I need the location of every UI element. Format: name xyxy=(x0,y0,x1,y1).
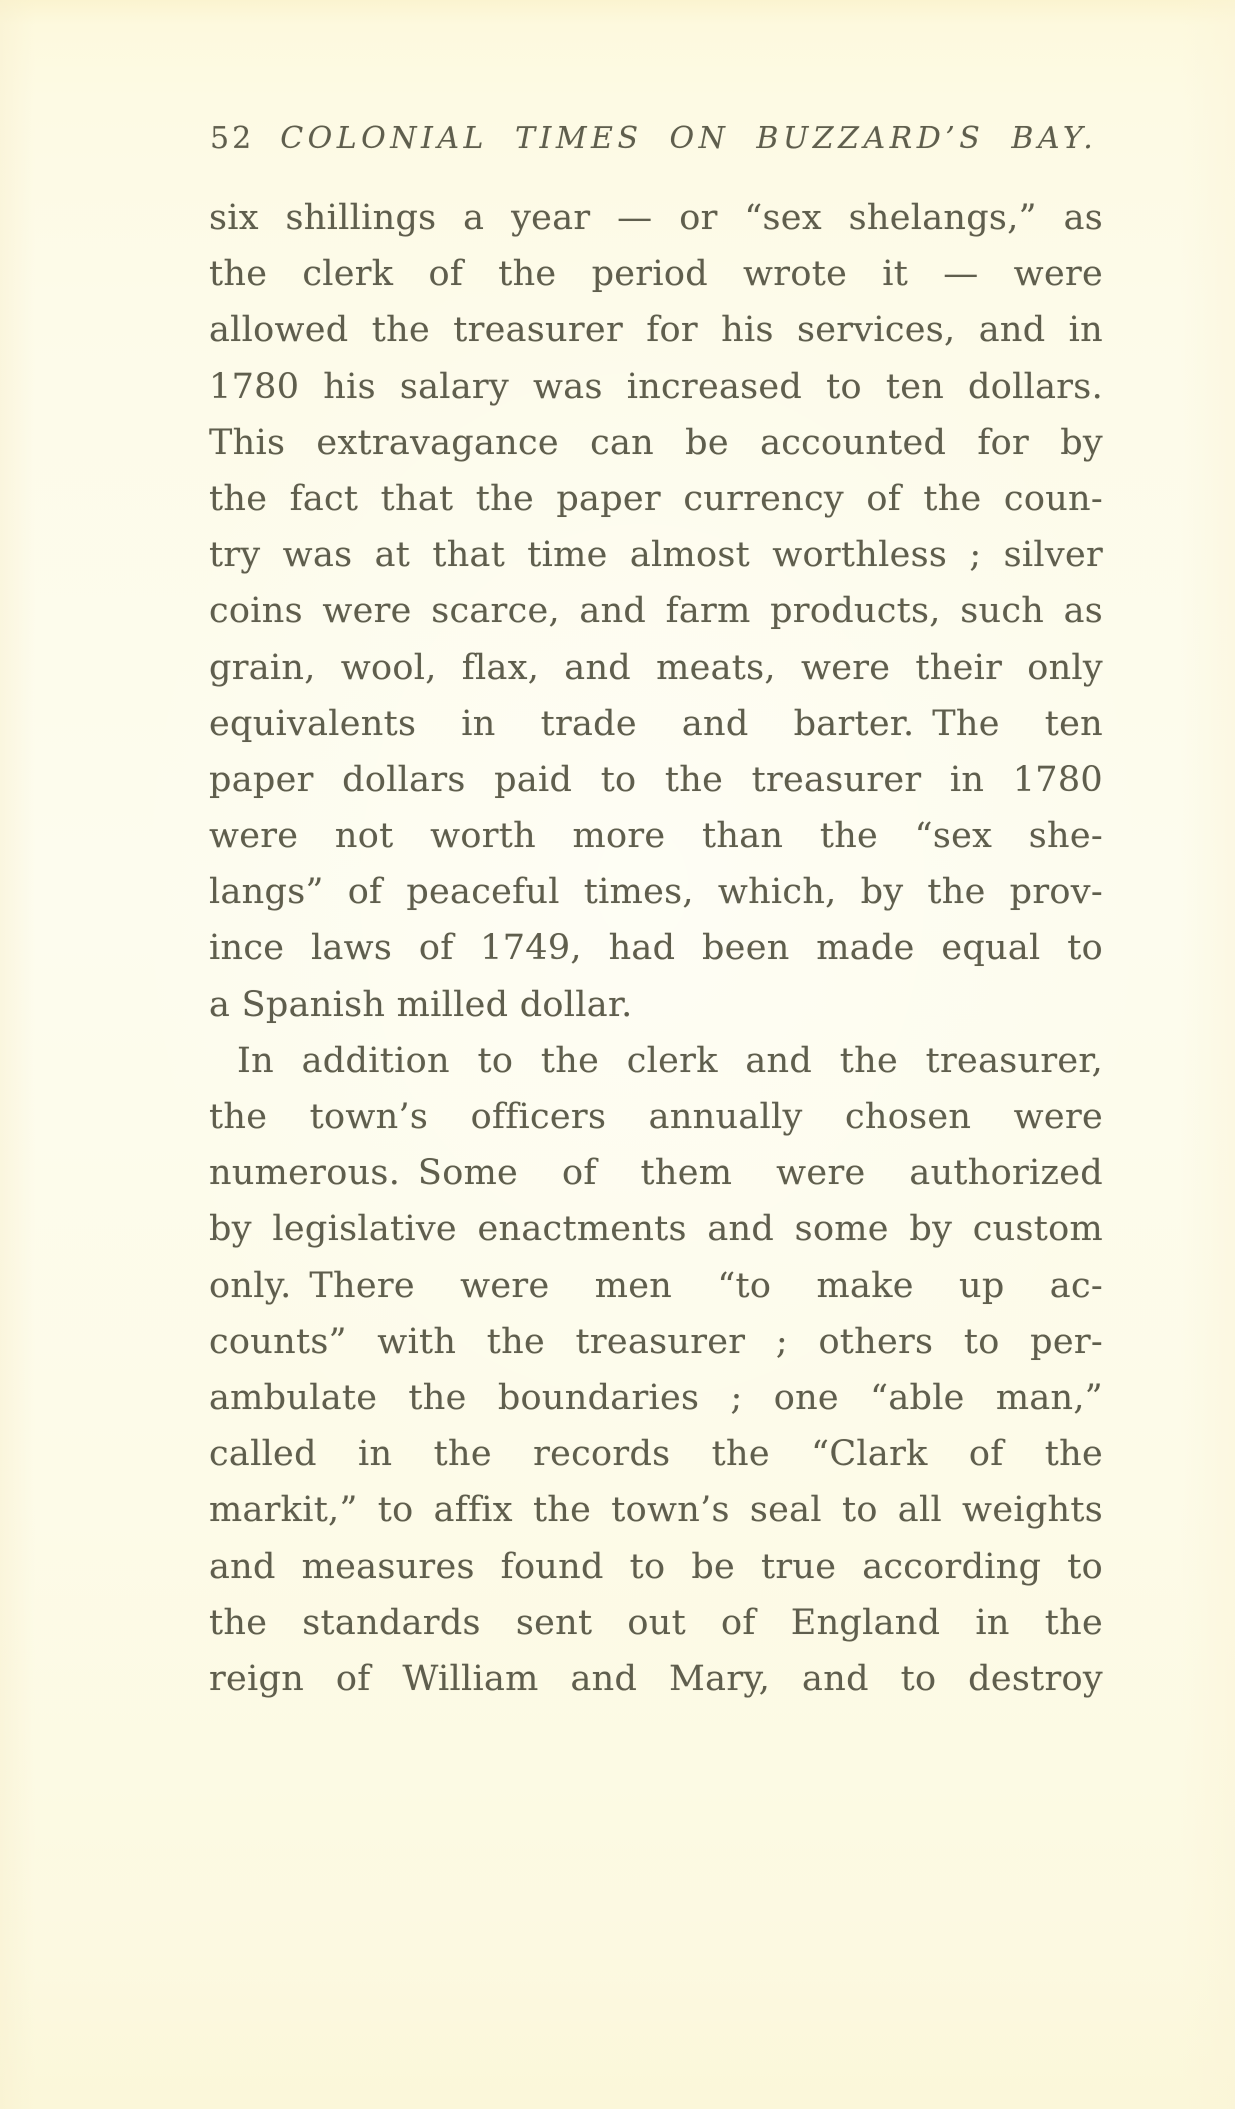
text-line: and measures found to be true according to xyxy=(209,1546,1103,1587)
text-line: were not worth more than the “sex she- xyxy=(209,816,1103,857)
text-line: only. There were men “to make up ac- xyxy=(209,1265,1103,1306)
text-line: try was at that time almost worthless ; silver xyxy=(209,535,1103,576)
text-line: called in the records the “Clark of the xyxy=(209,1434,1103,1475)
text-line: In addition to the clerk and the treasurer, xyxy=(237,1040,1103,1081)
text-line: six shillings a year — or “sex shelangs,” as xyxy=(209,198,1103,238)
text-line: the town’s officers annually chosen were xyxy=(209,1097,1103,1137)
text-line: ince laws of 1749, had been made equal to xyxy=(209,928,1103,969)
text-line: allowed the treasurer for his services, and in xyxy=(209,310,1103,351)
text-line: equivalents in trade and barter. The ten xyxy=(209,703,1103,744)
text-line: paper dollars paid to the treasurer in 1780 xyxy=(209,759,1103,800)
text-line: by legislative enactments and some by custom xyxy=(209,1209,1103,1250)
text-line: This extravagance can be accounted for by xyxy=(209,422,1103,463)
text-line: ambulate the boundaries ; one “able man,” xyxy=(209,1377,1103,1418)
text-line: langs” of peaceful times, which, by the prov- xyxy=(209,872,1103,913)
page-header xyxy=(210,121,1110,156)
body-text xyxy=(209,190,1103,1707)
text-line: markit,” to affix the town’s seal to all weights xyxy=(209,1490,1103,1531)
text-line: counts” with the treasurer ; others to per- xyxy=(209,1321,1103,1362)
text-line: a Spanish milled dollar. xyxy=(209,984,633,1025)
text-line: numerous. Some of them were authorized xyxy=(209,1153,1103,1194)
text-line: coins were scarce, and farm products, such as xyxy=(209,591,1103,632)
text-line: 1780 his salary was increased to ten dollars. xyxy=(209,366,1103,407)
text-line: the clerk of the period wrote it — were xyxy=(209,254,1103,295)
running-title: COLONIAL TIMES ON BUZZARD’S BAY. xyxy=(280,121,1098,156)
text-line: grain, wool, flax, and meats, were their only xyxy=(209,647,1103,688)
text-line: reign of William and Mary, and to destroy xyxy=(209,1658,1103,1699)
text-line: the standards sent out of England in the xyxy=(209,1602,1103,1643)
page-number: 52 xyxy=(210,121,255,156)
text-line: the fact that the paper currency of the coun- xyxy=(209,478,1103,519)
